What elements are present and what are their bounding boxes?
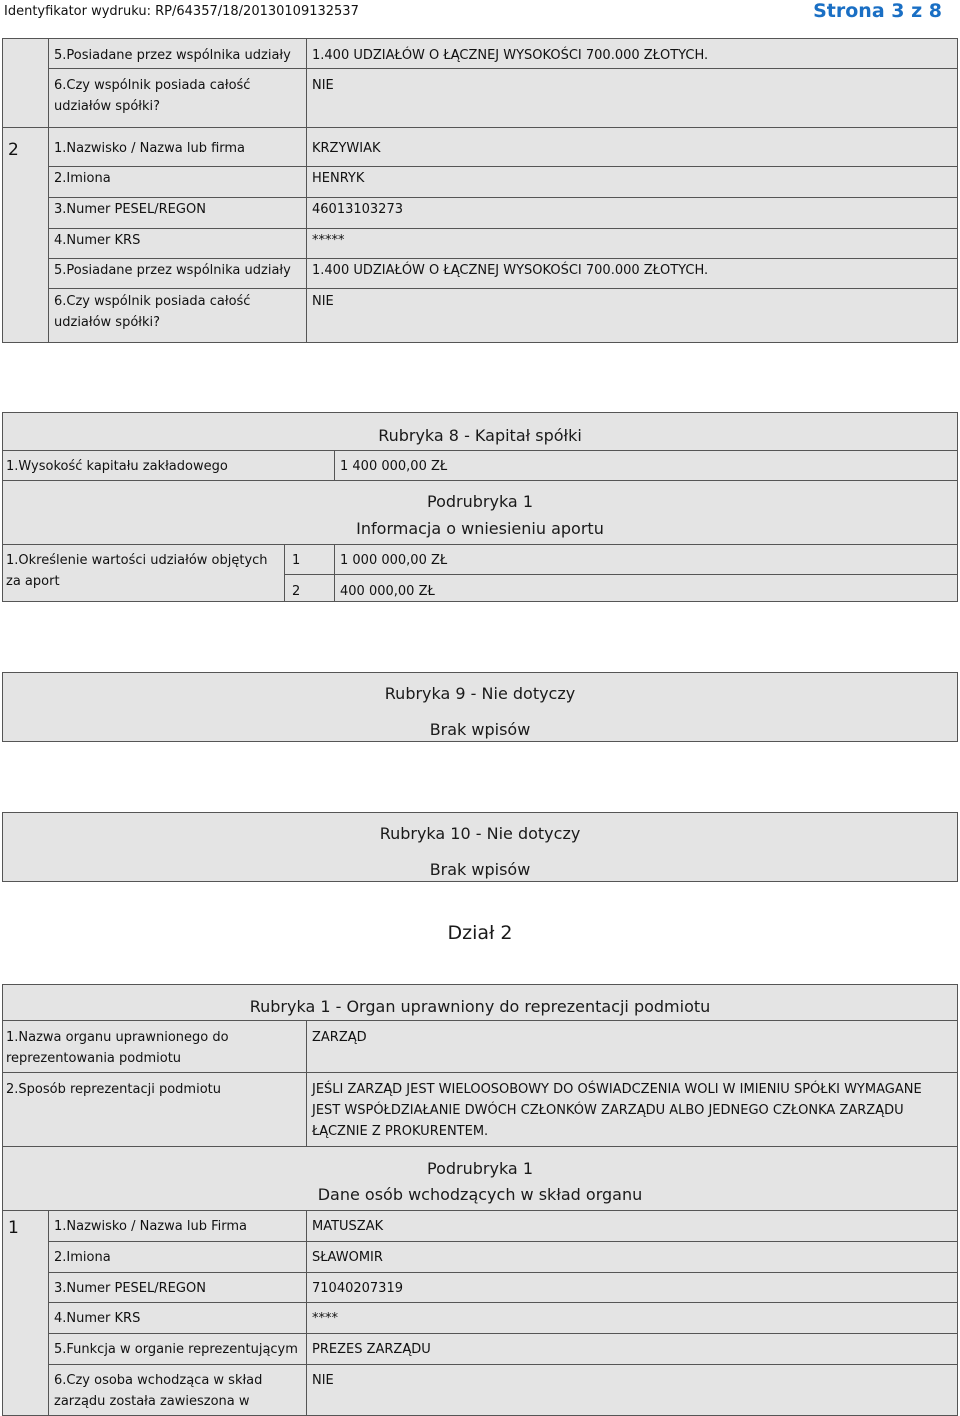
members-subtitle: Dane osób wchodzących w skład organu <box>317 1185 643 1204</box>
member-pesel-value: 71040207319 <box>312 1281 403 1296</box>
aport-row-number: 2 <box>292 584 301 599</box>
representation-method-value: JEŚLI ZARZĄD JEST WIELOOSOBOWY DO OŚWIADCZENIA WOLI W IMIENIU SPÓŁKI WYMAGANE JEST WSPÓŁDZIAŁANIE DWÓCH CZŁONKÓW ZARZĄDU ALBO JEDNEGO CZŁONKA ZARZĄDU ŁĄCZNIE Z PROKURENTEM. <box>312 1082 922 1139</box>
representation-method-label: 2.Sposób reprezentacji podmiotu <box>6 1082 221 1097</box>
member-surname-value: MATUSZAK <box>312 1219 384 1234</box>
partner2-surname-value: KRZYWIAK <box>312 141 381 156</box>
partner2-shares-label: 5.Posiadane przez wspólnika udziały <box>54 263 291 278</box>
podrubryka-title: Podrubryka 1 <box>427 1159 533 1178</box>
partner2-whole-label: 6.Czy wspólnik posiada całość udziałów spółki? <box>54 294 251 330</box>
aport-row-value: 1 000 000,00 ZŁ <box>340 553 448 568</box>
partner2-number: 2 <box>8 140 19 160</box>
member-suspended-value: NIE <box>312 1373 334 1388</box>
member-function-value: PREZES ZARZĄDU <box>312 1342 431 1357</box>
aport-row-value: 400 000,00 ZŁ <box>340 584 435 599</box>
member-krs-value: **** <box>312 1311 338 1326</box>
aport-row-number: 1 <box>292 553 301 568</box>
rubryka9-empty-note: Brak wpisów <box>429 720 531 739</box>
member-number: 1 <box>8 1218 19 1238</box>
partner2-krs-value: ***** <box>312 233 345 248</box>
partner2-pesel-value: 46013103273 <box>312 202 403 217</box>
aport-subtitle: Informacja o wniesieniu aportu <box>356 519 604 538</box>
partner1-whole-value: NIE <box>312 78 334 93</box>
rubryka10-empty-note: Brak wpisów <box>429 860 531 879</box>
aport-label: 1.Określenie wartości udziałów objętych za aport <box>6 553 268 589</box>
capital-label: 1.Wysokość kapitału zakładowego <box>6 459 228 474</box>
member-krs-label: 4.Numer KRS <box>54 1311 141 1326</box>
index-column <box>2 38 48 343</box>
partner2-pesel-label: 3.Numer PESEL/REGON <box>54 202 206 217</box>
member-names-label: 2.Imiona <box>54 1250 111 1265</box>
member-suspended-label: 6.Czy osoba wchodząca w skład zarządu została zawieszona w <box>54 1373 263 1409</box>
member-function-label: 5.Funkcja w organie reprezentującym <box>54 1342 298 1357</box>
member-pesel-label: 3.Numer PESEL/REGON <box>54 1281 206 1296</box>
partner1-shares-label: 5.Posiadane przez wspólnika udziały <box>54 48 291 63</box>
rubryka10-title: Rubryka 10 - Nie dotyczy <box>379 824 581 843</box>
organ-value: ZARZĄD <box>312 1030 367 1045</box>
rubryka9-title: Rubryka 9 - Nie dotyczy <box>384 684 576 703</box>
member-names-value: SŁAWOMIR <box>312 1250 383 1265</box>
rubryka8-title: Rubryka 8 - Kapitał spółki <box>378 426 582 445</box>
partner2-names-label: 2.Imiona <box>54 171 111 186</box>
partner1-shares-value: 1.400 UDZIAŁÓW O ŁĄCZNEJ WYSOKOŚCI 700.000 ZŁOTYCH. <box>312 48 709 63</box>
print-identifier: Identyfikator wydruku: RP/64357/18/20130109132537 <box>4 4 359 19</box>
organ-label: 1.Nazwa organu uprawnionego do reprezentowania podmiotu <box>6 1030 229 1066</box>
partner2-surname-label: 1.Nazwisko / Nazwa lub firma <box>54 141 246 156</box>
member-surname-label: 1.Nazwisko / Nazwa lub Firma <box>54 1219 247 1234</box>
partner1-whole-label: 6.Czy wspólnik posiada całość udziałów spółki? <box>54 78 251 114</box>
partner2-krs-label: 4.Numer KRS <box>54 233 141 248</box>
podrubryka-title: Podrubryka 1 <box>427 492 533 511</box>
partner2-names-value: HENRYK <box>312 171 365 186</box>
dzial-title: Dział 2 <box>447 922 513 944</box>
page-number: Strona 3 z 8 <box>813 0 942 22</box>
partner2-shares-value: 1.400 UDZIAŁÓW O ŁĄCZNEJ WYSOKOŚCI 700.000 ZŁOTYCH. <box>312 263 709 278</box>
capital-value: 1 400 000,00 ZŁ <box>340 459 448 474</box>
partner2-whole-value: NIE <box>312 294 334 309</box>
rubryka1-title: Rubryka 1 - Organ uprawniony do reprezentacji podmiotu <box>249 997 711 1016</box>
